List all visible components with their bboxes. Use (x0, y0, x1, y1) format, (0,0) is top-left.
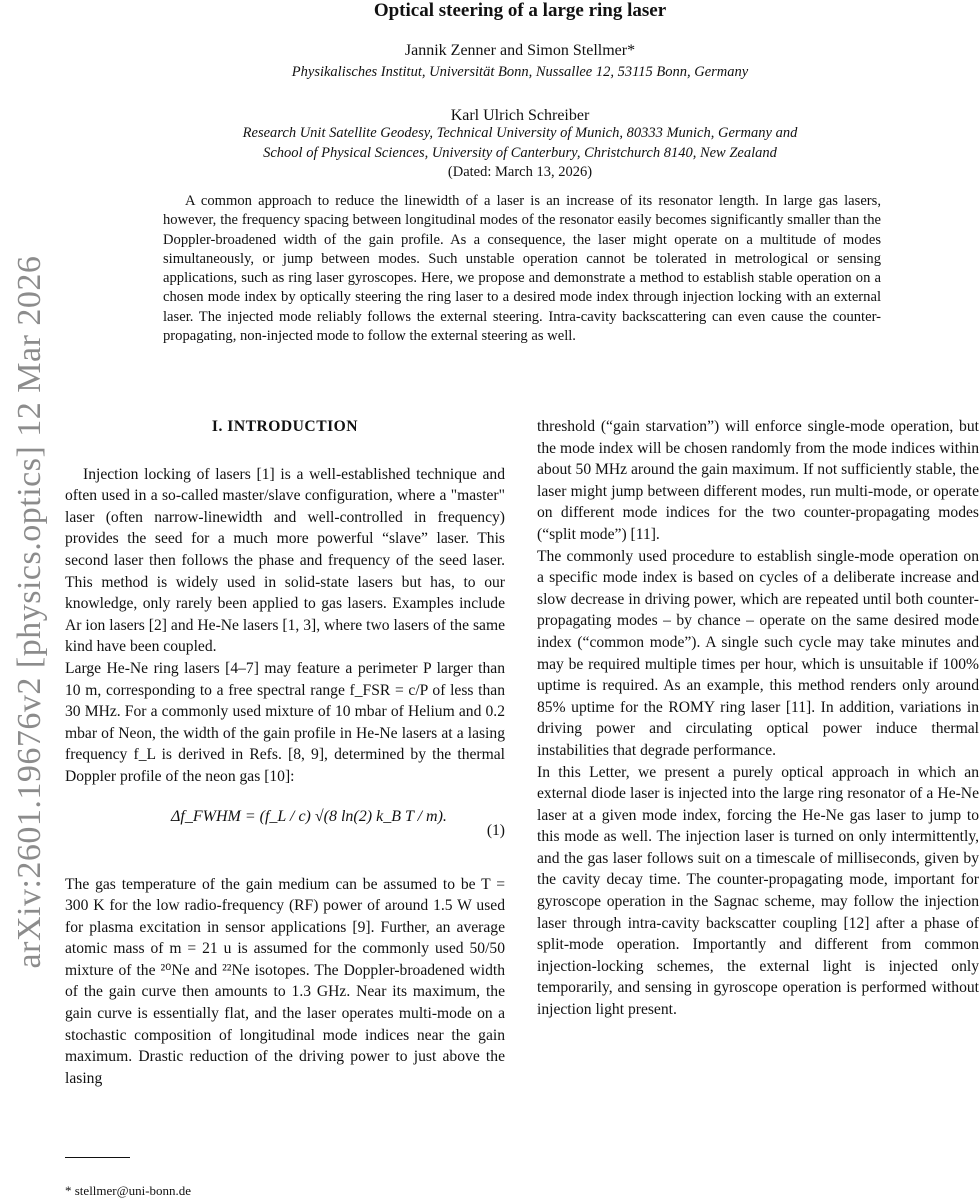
abstract: A common approach to reduce the linewidth of a laser is an increase of its resonator length. In large gas lasers, however, the frequency spacing between longitudinal modes of the resonator easily becomes significantly smaller than the Doppler-broadened width of the gain profile. As a consequence, the laser might operate on a multitude of modes simultaneously, or jump between modes. Such unstable operation cannot be tolerated in metrological or sensing applications, such as ring laser gyroscopes. Here, we propose and demonstrate a method to establish stable operation on a chosen mode index by optically steering the ring laser to a desired mode index through injection locking with an external laser. The injected mode reliably follows the external steering. Intra-cavity backscattering can even cause the counter-propagating, non-injected mode to follow the external steering as well. (163, 193, 881, 345)
equation-body: Δf_FWHM = (f_L / c) √(8 ln(2) k_B T / m). (171, 807, 447, 825)
authors-line-1: Jannik Zenner and Simon Stellmer* (404, 42, 636, 59)
arxiv-stamp-text: arXiv:2601.19676v2 [physics.optics] 12 Mar 2026 (11, 255, 48, 969)
intro-paragraph-3: The gas temperature of the gain medium can be assumed to be T = 300 K for the low radio-frequency (RF) power of around 1.5 W used for plasma excitation in sensor applications [9]. Further, an average atomic mass of m = 21 u is assumed for the commonly used 50/50 mixture of the ²⁰Ne and ²²Ne isotopes. The Doppler-broadened width of the gain curve then amounts to 1.3 GHz. Near its maximum, the gain curve is essentially flat, and the laser operates multi-mode on a stochastic composition of longitudinal mode indices near the gain maximum. Drastic reduction of the driving power to just above the lasing (65, 875, 505, 1087)
right-column (537, 416, 979, 1021)
equation-1 (65, 796, 505, 868)
intro-paragraph-2: Large He-Ne ring lasers [4–7] may feature a perimeter P larger than 10 m, corresponding to a free spectral range f_FSR = c/P of less than 30 MHz. For a commonly used mixture of 10 mbar of Helium and 0.2 mbar of Neon, the width of the gain profile in He-Ne lasers at a lasing frequency f_L is derived in Refs. [8, 9], determined by the thermal Doppler profile of the neon gas [10]: (65, 659, 505, 785)
affiliation-2b: School of Physical Sciences, University of Canterbury, Christchurch 8140, New Zealand (263, 145, 777, 161)
affiliation-1: Physikalisches Institut, Universität Bonn, Nussallee 12, 53115 Bonn, Germany (291, 64, 749, 80)
equation-number: (1) (486, 821, 505, 839)
affiliation-2a: Research Unit Satellite Geodesy, Technical University of Munich, 80333 Munich, Germany and (242, 125, 798, 141)
footnote-email: * stellmer@uni-bonn.de (65, 1183, 192, 1198)
section-heading: I. INTRODUCTION (211, 418, 359, 435)
paper-title: Optical steering of a large ring laser (373, 0, 667, 21)
dated-line: (Dated: March 13, 2026) (447, 164, 593, 180)
footnote-rule (65, 1157, 130, 1158)
intro-paragraph-4: threshold (“gain starvation”) will enforce single-mode operation, but the mode index will be chosen randomly from the mode indices within about 50 MHz around the gain maximum. If not sufficiently stable, the laser might jump between different modes, run multi-mode, or operate on different mode indices for the two counter-propagating modes (“split mode”) [11]. (537, 418, 979, 543)
left-column (65, 416, 505, 1089)
authors-line-2: Karl Ulrich Schreiber (450, 107, 590, 124)
arxiv-identifier-stamp (0, 0, 60, 1200)
intro-paragraph-1: Injection locking of lasers [1] is a well-established technique and often used in a so-called master/slave configuration, where a "master" laser (often narrow-linewidth and well-controlled in frequency) provides the seed for a much more powerful “slave” laser. This second laser then follows the phase and frequency of the seed laser. This method is widely used in solid-state lasers but has, to our knowledge, only rarely been applied to gas lasers. Examples include Ar ion lasers [2] and He-Ne lasers [1, 3], where two lasers of the same kind have been coupled. (65, 465, 505, 656)
intro-paragraph-5: The commonly used procedure to establish single-mode operation on a specific mode index is based on cycles of a deliberate increase and slow decrease in driving power, which are repeated until both counter-propagating modes – by chance – operate on the same desired mode index (“common mode”). A single such cycle may take minutes and may be required multiple times per hour, which is unsuitable if 100% uptime is required. As an example, this method renders only around 85% uptime for the ROMY ring laser [11]. In addition, variations in driving power and circulating optical power induce thermal instabilities that degrade performance. (537, 547, 979, 759)
intro-paragraph-6: In this Letter, we present a purely optical approach in which an external diode laser is injected into the large ring resonator of a He-Ne laser at a given mode index, forcing the He-Ne gas laser to jump to this mode as well. The injection laser is turned on only intermittently, and the gas laser follows suit on a timescale of milliseconds, given by the cavity decay time. The counter-propagating mode, important for gyroscope operation in the Sagnac scheme, may follow the injection laser through intra-cavity backscatter coupling [12] after a phase of split-mode operation. Importantly and different from common injection-locking schemes, the external light is injected only temporarily, and sensing in gyroscope operation is performed without injection light present. (537, 763, 979, 1019)
